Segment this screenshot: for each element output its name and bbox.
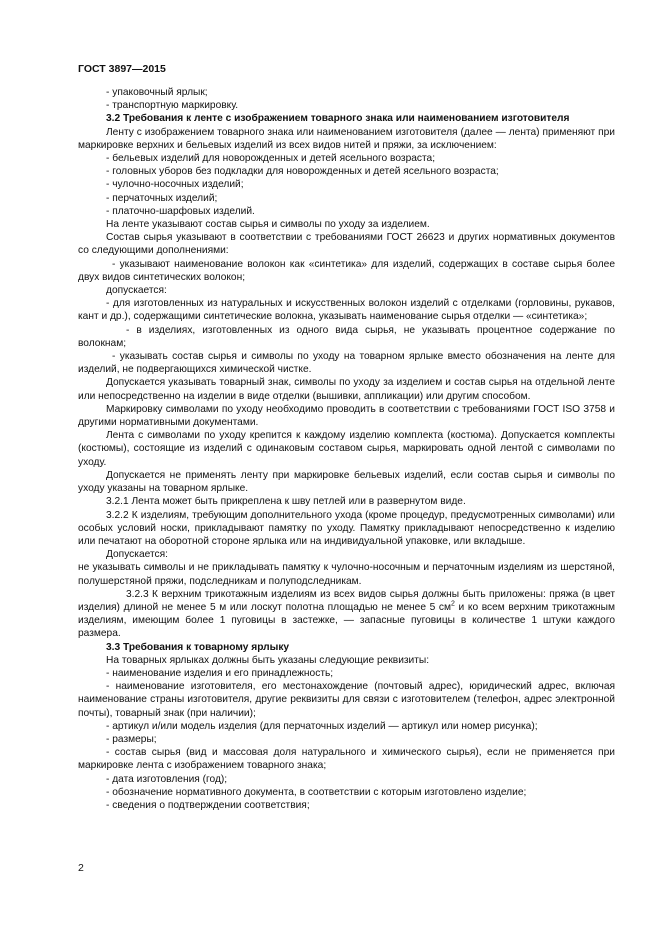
list-item: - обозначение нормативного документа, в соответствии с которым изготовлено изделие; (106, 786, 527, 798)
list-item: - бельевых изделий для новорожденных и детей ясельного возраста; (106, 153, 436, 165)
list-item: - для изготовленных из натуральных и искусственных волокон изделий с отделками (горловины, рукавов, кант и др.), содержащими синтетические волокна, указывать наименование сырья отделки — «синтетика»; (78, 298, 615, 323)
list-item: - сведения о подтверждении соответствия; (106, 799, 310, 811)
list-item: - транспортную маркировку. (106, 100, 239, 112)
list-item: - наименование изготовителя, его местонахождение (почтовый адрес), юридический адрес, включая наименование страны изготовителя, другие реквизиты для связи с изготовителем (телефон, адрес электронной почты), товарный знак (при наличии); (78, 681, 615, 719)
list-item: - указывают наименование волокон как «синтетика» для изделий, содержащих в составе сырья более двух видов синтетических волокон; (78, 258, 615, 283)
list-item: - размеры; (106, 733, 157, 745)
paragraph: Ленту с изображением товарного знака или наименованием изготовителя (далее — лента) применяют при маркировке верхних и бельевых изделий из всех видов нитей и пряжи, за исключением: (78, 126, 615, 151)
list-item: - упаковочный ярлык; (106, 87, 208, 98)
list-item: - головных уборов без подкладки для новорожденных и детей ясельного возраста; (106, 166, 499, 178)
superscript-2: 2 (451, 600, 455, 608)
list-item: - состав сырья (вид и массовая доля натурального и химического сырья), если не применяется при маркировке лента с изображением товарного знака; (78, 747, 615, 772)
list-item: - перчаточных изделий; (106, 192, 218, 204)
clause-3-2-1: 3.2.1 Лента может быть прикреплена к шву петлей или в развернутом виде. (106, 496, 466, 508)
paragraph: Допускается не применять ленту при маркировке бельевых изделий, если состав сырья и символы по уходу указаны на товарном ярлыке. (78, 469, 615, 495)
standard-header: ГОСТ 3897—2015 (78, 63, 166, 75)
page-number: 2 (78, 862, 84, 874)
section-heading-3-2: 3.2 Требования к ленте с изображением товарного знака или наименованием изготовителя (106, 113, 570, 125)
list-item: - платочно-шарфовых изделий. (106, 205, 255, 217)
list-item: - указывать состав сырья и символы по уходу на товарном ярлыке вместо обозначения на ленте для изделий, не подвергающихся химической чистке. (78, 351, 615, 376)
paragraph: Лента с символами по уходу крепится к каждому изделию комплекта (костюма). Допускается комплекты (костюмы), состоящие из изделий с одинаковым составом сырья, маркировать одной лентой с символами по уходу. (78, 430, 615, 468)
clause-3-2-2: 3.2.2 К изделиям, требующим дополнительного ухода (кроме процедур, предусмотренных символами) или особых условий носки, прикладывают памятку по уходу. Памятку прикладывают непосредственно к изделию или печатают на оборотной стороне ярлыка или на индивидуальной упаковке, или вкладыше. (78, 509, 615, 547)
paragraph: Маркировку символами по уходу необходимо проводить в соответствии с требованиями ГОСТ ISO 3758 и другими нормативными документами. (78, 403, 615, 429)
paragraph: не указывать символы и не прикладывать памятку к чулочно-носочным и перчаточным изделиям из шерстяной, полушерстяной пряжи, подследникам и полуподследникам. (78, 562, 615, 587)
list-item: - дата изготовления (год); (106, 773, 228, 785)
document-body (78, 86, 615, 812)
list-item: - чулочно-носочных изделий; (106, 179, 244, 191)
list-item: - наименование изделия и его принадлежность; (106, 667, 334, 679)
list-item: - артикул и/или модель изделия (для перчаточных изделий — артикул или номер рисунка); (106, 720, 538, 732)
paragraph: Состав сырья указывают в соответствии с требованиями ГОСТ 26623 и других нормативных документов со следующими дополнениями: (78, 232, 615, 257)
paragraph: Допускается: (106, 549, 168, 561)
section-heading-3-3: 3.3 Требования к товарному ярлыку (106, 641, 290, 653)
paragraph: допускается: (106, 285, 167, 297)
clause-3-2-3-text-a: 3.2.3 К верхним трикотажным изделиям из всех видов сырья должны быть приложены: пряжа (в цвет изделия) длиной не менее 5 м или лоскут полотна площадью не менее 5 см (78, 588, 615, 613)
clause-3-2-3-text-b: и ко всем верхним трикотажным изделиям, имеющим более 1 пуговицы в застежке, — запасные пуговицы в количестве 1 штуки каждого размера. (78, 601, 615, 640)
clause-3-2-3 (78, 588, 615, 641)
list-item: - в изделиях, изготовленных из одного вида сырья, не указывать процентное содержание по волокнам; (78, 324, 615, 349)
paragraph: Допускается указывать товарный знак, символы по уходу за изделием и состав сырья на отдельной ленте или непосредственно на изделии в виде отделки (вышивки, аппликации) или другим способом. (78, 377, 615, 402)
paragraph: На ленте указывают состав сырья и символы по уходу за изделием. (106, 219, 430, 231)
paragraph: На товарных ярлыках должны быть указаны следующие реквизиты: (106, 654, 430, 666)
